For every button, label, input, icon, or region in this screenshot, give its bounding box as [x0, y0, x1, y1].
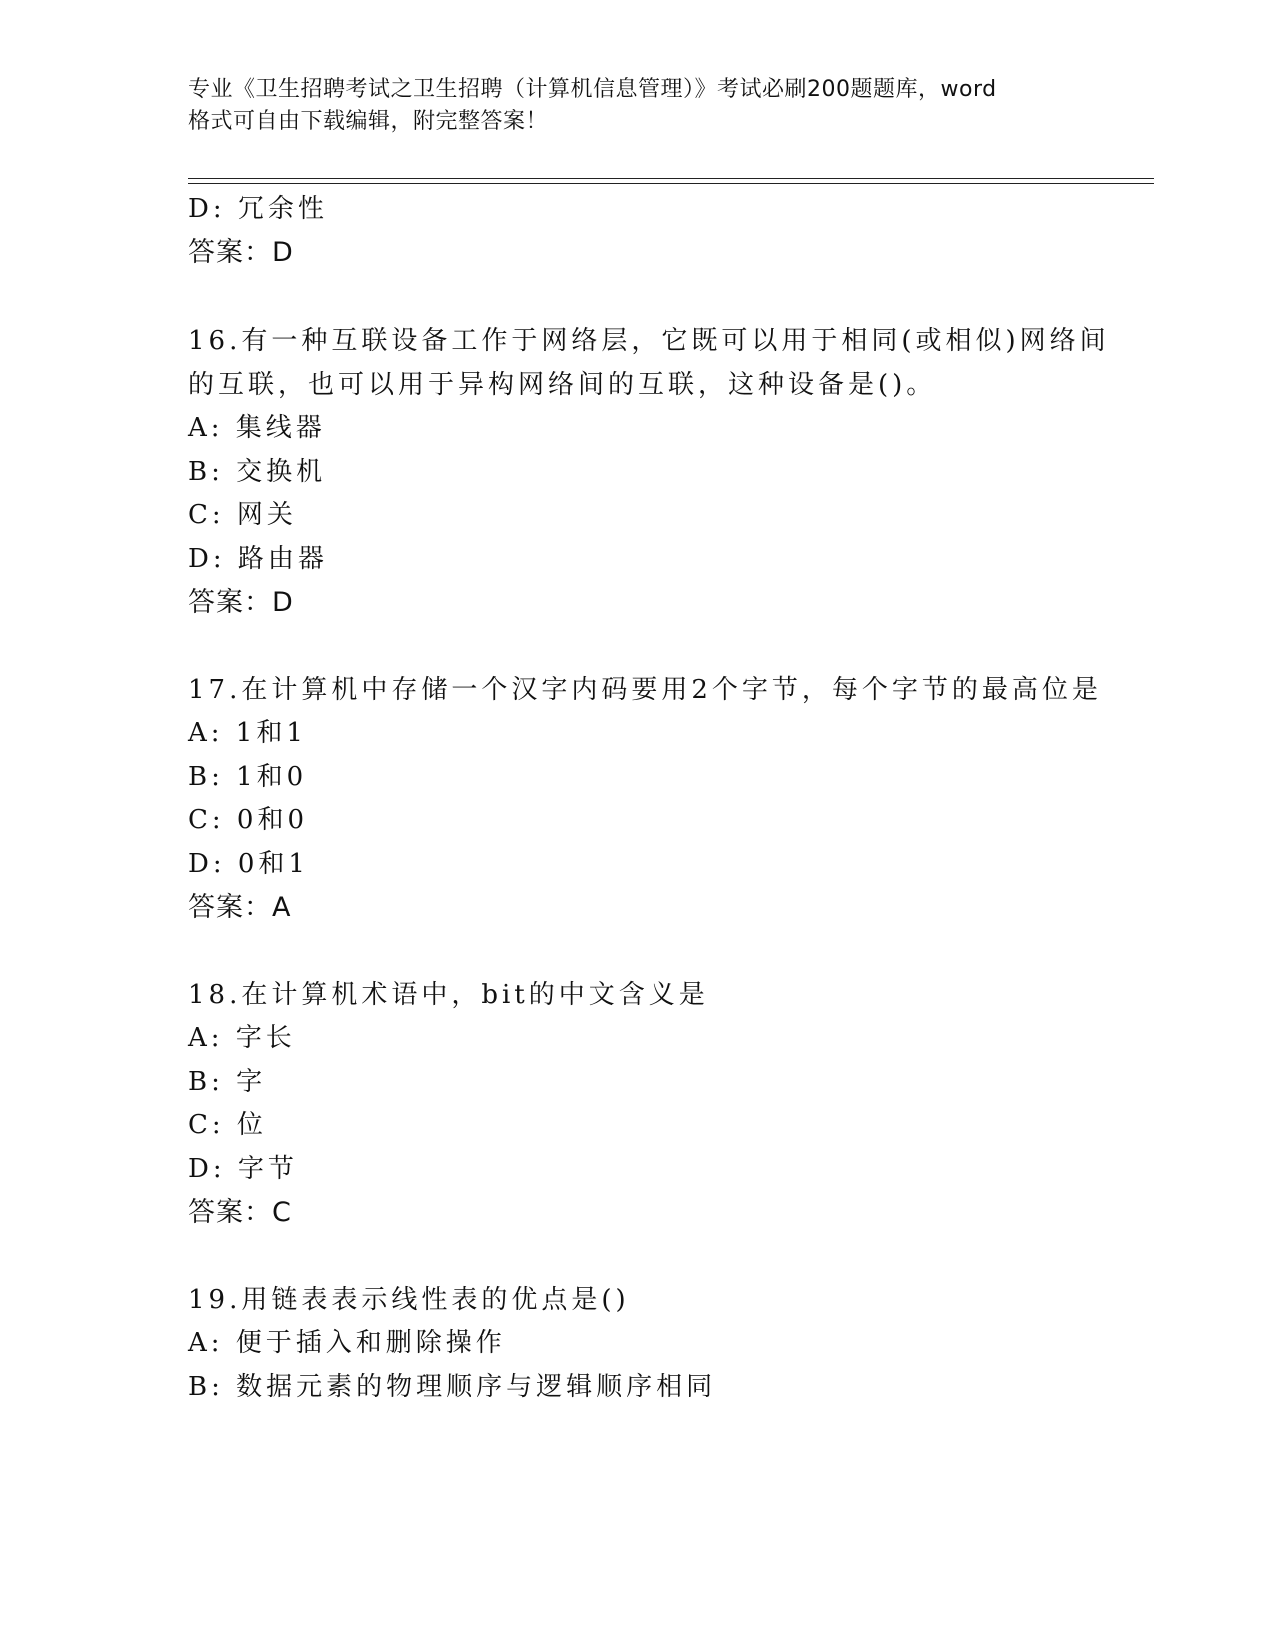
q17-answer: 答案：A [188, 892, 292, 923]
q19-stem-line-1: 19.用链表表示线性表的优点是() [188, 1285, 630, 1315]
header-divider-bottom [188, 183, 1154, 184]
q18-stem-line-1: 18.在计算机术语中，bit的中文含义是 [188, 980, 709, 1010]
prev-answer: 答案：D [188, 237, 294, 268]
header-line-2: 格式可自由下载编辑，附完整答案！ [188, 109, 549, 134]
q17-option-b: B: 1和0 [188, 762, 308, 792]
q17-stem-line-1: 17.在计算机中存储一个汉字内码要用2个字节，每个字节的最高位是 [188, 675, 1102, 705]
q16-answer: 答案：D [188, 587, 294, 618]
header-divider-top [188, 178, 1154, 179]
q17-option-d: D: 0和1 [188, 849, 309, 879]
q18-option-c: C: 位 [188, 1110, 267, 1140]
q17-option-c: C: 0和0 [188, 805, 309, 835]
q16-stem-line-1: 16.有一种互联设备工作于网络层，它既可以用于相同(或相似)网络间 [188, 326, 1110, 356]
q19-option-b: B: 数据元素的物理顺序与逻辑顺序相同 [188, 1372, 717, 1402]
q16-option-d: D: 路由器 [188, 544, 328, 574]
q18-answer: 答案：C [188, 1197, 292, 1228]
q18-option-b: B: 字 [188, 1067, 267, 1097]
q18-option-d: D: 字节 [188, 1154, 298, 1184]
q18-option-a: A: 字长 [188, 1023, 296, 1053]
document-header [188, 74, 1088, 138]
q19-option-a: A: 便于插入和删除操作 [188, 1328, 506, 1358]
q16-option-c: C: 网关 [188, 500, 297, 530]
header-line-1: 专业《卫生招聘考试之卫生招聘（计算机信息管理）》考试必刷200题题库，word [188, 77, 997, 102]
q16-stem-line-2: 的互联，也可以用于异构网络间的互联，这种设备是()。 [188, 370, 937, 400]
q17-option-a: A: 1和1 [188, 718, 307, 748]
q16-option-a: A: 集线器 [188, 413, 326, 443]
prev-option-d: D: 冗余性 [188, 194, 328, 224]
q16-option-b: B: 交换机 [188, 457, 327, 487]
